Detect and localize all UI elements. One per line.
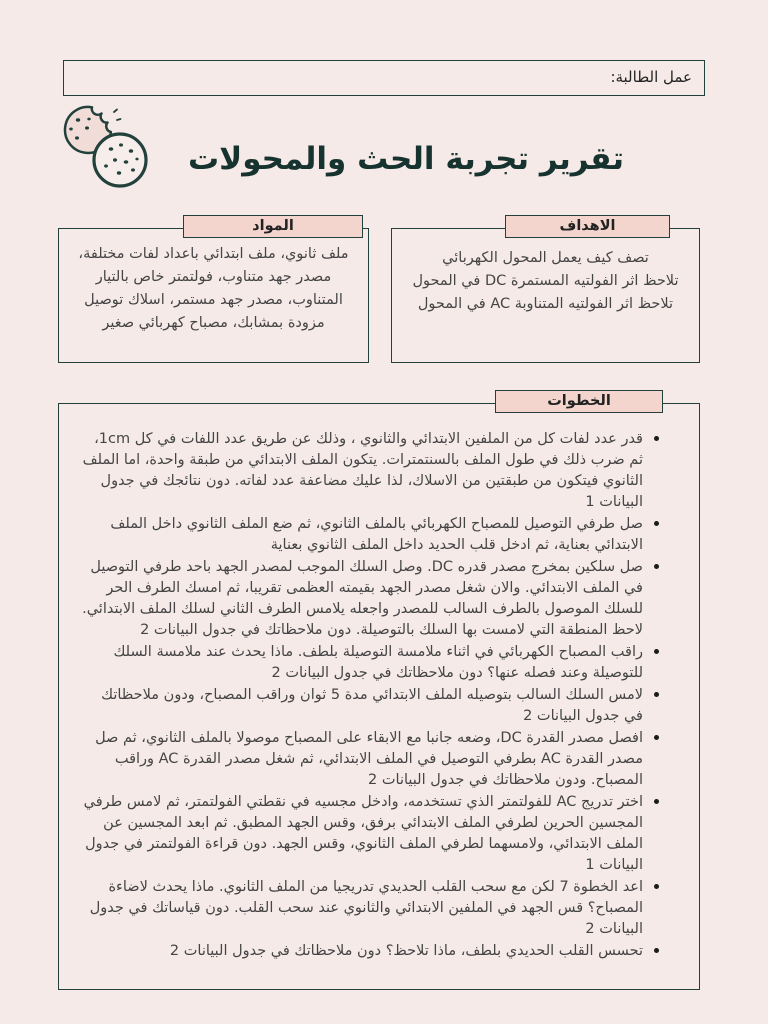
- goal-item: تصف كيف يعمل المحول الكهربائي: [442, 250, 649, 266]
- student-work-box: [63, 60, 705, 96]
- step-item: • صل سلكين بمخرج مصدر قدره DC. وصل السلك الموجب لمصدر الجهد باحد طرفي التوصيل في الملف الابتدائي. والان شغل مصدر الجهد بقيمته العظمى تقريبا، ثم امسك الطرف الحر للسلك الموصول بالطرف السالب للمصدر واجعله يلامس الطرف الثاني لسلك الملف الابتدائي. لاحظ المنطقة التي لامست بها السلك بالتوصيلة. دون ملاحظاتك في جدول البيانات 2: [79, 556, 643, 641]
- materials-box: [58, 228, 369, 363]
- materials-text: ملف ثانوي، ملف ابتدائي باعداد لفات مختلفة، مصدر جهد متناوب، فولتمتر خاص بالتيار المتناوب، مصدر جهد مستمر، اسلاك توصيل مزودة بمشابك، مصباح كهربائي صغير: [78, 246, 349, 331]
- step-item: • تحسس القلب الحديدي بلطف، ماذا تلاحظ؟ دون ملاحظاتك في جدول البيانات 2: [79, 940, 643, 962]
- step-item: • اختر تدريج AC للفولتمتر الذي تستخدمه، وادخل مجسيه في نقطتي الفولتمتر، ثم لامس طرفي المجسين الحرين لطرفي الملف الابتدائي برفق، وقس الجهد المطبق. ثم ابعد المجسين عن الملف الابتدائي، ولامسهما لطرفي الملف الثانوي، وقس الجهد. دون قراءة الفولتمتر في جدول البيانات 1: [79, 791, 643, 876]
- materials-label: المواد: [183, 215, 363, 238]
- step-item: • افصل مصدر القدرة DC، وضعه جانبا مع الابقاء على المصباح موصولا بالملف الثانوي، ثم صل مصدر القدرة AC بطرفي التوصيل في الملف الابتدائي، ثم شغل مصدر القدرة AC وراقب المصباح. ودون ملاحظاتك في جدول البيانات 2: [79, 727, 643, 791]
- step-item: • صل طرفي التوصيل للمصباح الكهربائي بالملف الثانوي، ثم ضع الملف الثانوي داخل الملف الابتدائي بعناية، ثم ادخل قلب الحديد داخل الملف الثانوي بعناية: [79, 513, 643, 556]
- goals-box: [391, 228, 700, 363]
- cookie-icon: [94, 134, 146, 186]
- step-item: • قدر عدد لفات كل من الملفين الابتدائي والثانوي ، وذلك عن طريق عدد اللفات في كل 1cm، ثم ضرب ذلك في طول الملف بالسنتمترات. يتكون الملف الابتدائي من طبقة واحدة، اما الملف الثانوي فيتكون من طبقتين من الاسلاك، لذا عليك مضاعفة عدد لفاته. دون نتائجك في جدول البيانات 1: [79, 428, 643, 513]
- steps-list: [79, 428, 699, 962]
- goals-label: الاهداف: [505, 215, 670, 238]
- steps-box: [58, 403, 700, 990]
- page-title: تقرير تجربة الحث والمحولات: [188, 141, 624, 177]
- steps-label: الخطوات: [495, 390, 663, 413]
- cookies-icon: [58, 100, 153, 192]
- step-item: • راقب المصباح الكهربائي في اثناء ملامسة التوصيلة بلطف. ماذا يحدث عند ملامسة السلك للتوصيلة وعند فصله عنها؟ دون ملاحظاتك في جدول البيانات 2: [79, 641, 643, 684]
- goal-item: تلاحظ اثر الفولتيه المتناوبة AC في المحول: [417, 296, 674, 312]
- step-item: • اعد الخطوة 7 لكن مع سحب القلب الحديدي تدريجيا من الملف الثانوي. ماذا يحدث لاضاءة المصباح؟ قس الجهد في الملفين الابتدائي والثانوي عند سحب القلب. دون قياساتك في جدول البيانات 2: [79, 876, 643, 940]
- student-work-label: عمل الطالبة:: [610, 68, 692, 86]
- step-item: • لامس السلك السالب بتوصيله الملف الابتدائي مدة 5 ثوان وراقب المصباح، ودون ملاحظاتك في جدول البيانات 2: [79, 684, 643, 727]
- goal-item: تلاحظ اثر الفولتيه المستمرة DC في المحول: [412, 273, 679, 289]
